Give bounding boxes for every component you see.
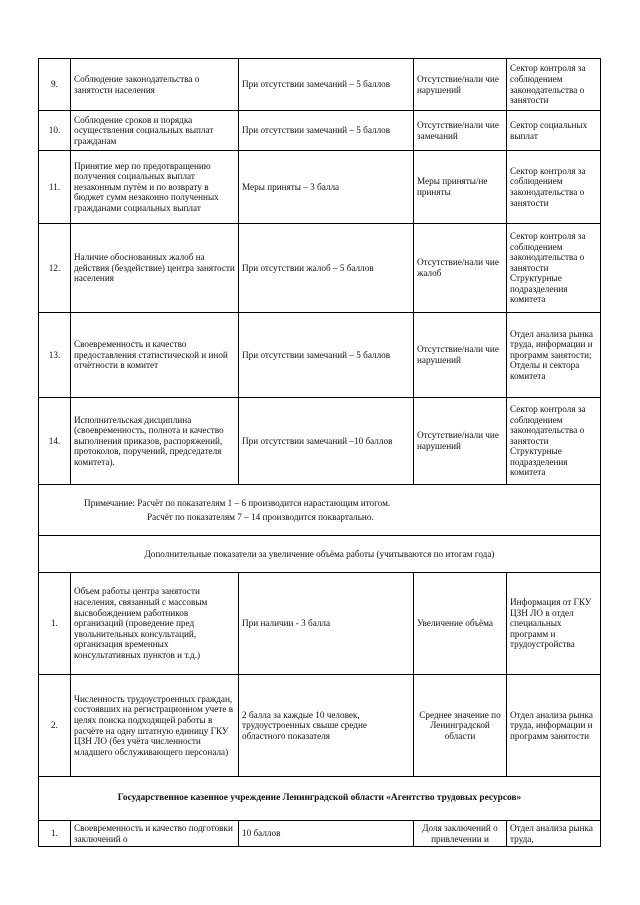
row-number: 13.: [39, 313, 71, 398]
criteria-cell: При отсутствии замечаний – 5 баллов: [239, 59, 414, 111]
responsible-cell: Сектор контроля за соблюдением законодательства о занятости: [507, 151, 601, 224]
criteria-cell: При отсутствии замечаний –10 баллов: [239, 398, 414, 485]
table-row: [39, 59, 601, 111]
indicator-cell: Численность трудоустроенных граждан, состоявших на регистрационном учете в целях поиска подходящей работы в расчёте на одну штатную единицу ГКУ ЦЗН ЛО (без учёта численности младшего обслуживающего персонала): [71, 675, 239, 777]
table-row: [39, 151, 601, 224]
evaluation-cell: Доля заключений о привлечении и: [414, 821, 507, 847]
table-row: [39, 675, 601, 777]
criteria-cell: При отсутствии замечаний – 5 баллов: [239, 313, 414, 398]
responsible-cell: Сектор социальных выплат: [507, 111, 601, 151]
table-row: [39, 821, 601, 847]
evaluation-cell: Среднее значение по Ленинградской области: [414, 675, 507, 777]
responsible-cell: Отдел анализа рынка труда, информации и программ занятости: [507, 675, 601, 777]
row-number: 1.: [39, 573, 71, 675]
indicator-cell: Своевременность и качество подготовки заключений о: [71, 821, 239, 847]
table-row: [39, 573, 601, 675]
section-header-row: [39, 536, 601, 573]
row-number: 1.: [39, 821, 71, 847]
evaluation-cell: Отсутствие/нали чие замечаний: [414, 111, 507, 151]
criteria-cell: 10 баллов: [239, 821, 414, 847]
note-cell: [39, 485, 601, 536]
indicator-cell: Своевременность и качество предоставления статистической и иной отчётности в комитет: [71, 313, 239, 398]
table-row: [39, 398, 601, 485]
note-line-2: Расчёт по показателям 7 – 14 производится поквартально.: [147, 511, 374, 522]
row-number: 9.: [39, 59, 71, 111]
row-number: 10.: [39, 111, 71, 151]
evaluation-cell: Меры приняты/не приняты: [414, 151, 507, 224]
evaluation-cell: Отсутствие/нали чие нарушений: [414, 59, 507, 111]
responsible-cell: Отдел анализа рынка труда, информации и программ занятости; Отделы и сектора комитета: [507, 313, 601, 398]
evaluation-cell: Отсутствие/нали чие нарушений: [414, 313, 507, 398]
indicators-table: [38, 58, 601, 847]
agency-section-header: Государственное казенное учреждение Ленинградской области «Агентство трудовых ресурсов»: [39, 777, 601, 821]
row-number: 11.: [39, 151, 71, 224]
criteria-cell: Меры приняты – 3 балла: [239, 151, 414, 224]
evaluation-cell: Увеличение объёма: [414, 573, 507, 675]
indicator-cell: Наличие обоснованных жалоб на действия (бездействие) центра занятости населения: [71, 224, 239, 313]
additional-section-header: Дополнительные показатели за увеличение объёма работы (учитываются по итогам года): [39, 536, 601, 573]
criteria-cell: При отсутствии замечаний – 5 баллов: [239, 111, 414, 151]
note-line-1: Примечание: Расчёт по показателям 1 – 6 производится нарастающим итогом.: [84, 497, 391, 508]
responsible-cell: Сектор контроля за соблюдением законодательства о занятости: [507, 59, 601, 111]
row-number: 14.: [39, 398, 71, 485]
indicator-cell: Соблюдение законодательства о занятости населения: [71, 59, 239, 111]
row-number: 2.: [39, 675, 71, 777]
indicator-cell: Исполнительская дисциплина (своевременность, полнота и качество выполнения приказов, распоряжений, протоколов, поручений, председателя комитета).: [71, 398, 239, 485]
indicator-cell: Соблюдение сроков и порядка осуществления социальных выплат гражданам: [71, 111, 239, 151]
responsible-cell: Отдел анализа рынка труда,: [507, 821, 601, 847]
responsible-cell: Сектор контроля за соблюдением законодательства о занятости Структурные подразделения комитета: [507, 398, 601, 485]
evaluation-cell: Отсутствие/нали чие жалоб: [414, 224, 507, 313]
table-row: [39, 313, 601, 398]
note-row: [39, 485, 601, 536]
indicator-cell: Принятие мер по предотвращению получения социальных выплат незаконным путём и по возврату в бюджет сумм незаконно полученных гражданами социальных выплат: [71, 151, 239, 224]
evaluation-cell: Отсутствие/нали чие нарушений: [414, 398, 507, 485]
table-row: [39, 111, 601, 151]
row-number: 12.: [39, 224, 71, 313]
criteria-cell: При отсутствии жалоб – 5 баллов: [239, 224, 414, 313]
criteria-cell: При наличии - 3 балла: [239, 573, 414, 675]
indicator-cell: Объем работы центра занятости населения, связанный с массовым высвобождением работников организаций (проведение пред увольнительных консультаций, организация временных консультативных пунктов и т.д.): [71, 573, 239, 675]
criteria-cell: 2 балла за каждые 10 человек, трудоустроенных свыше средне областного показателя: [239, 675, 414, 777]
section-header-row: [39, 777, 601, 821]
responsible-cell: Сектор контроля за соблюдением законодательства о занятости Структурные подразделения комитета: [507, 224, 601, 313]
responsible-cell: Информация от ГКУ ЦЗН ЛО в отдел специальных программ и трудоустройства: [507, 573, 601, 675]
table-row: [39, 224, 601, 313]
